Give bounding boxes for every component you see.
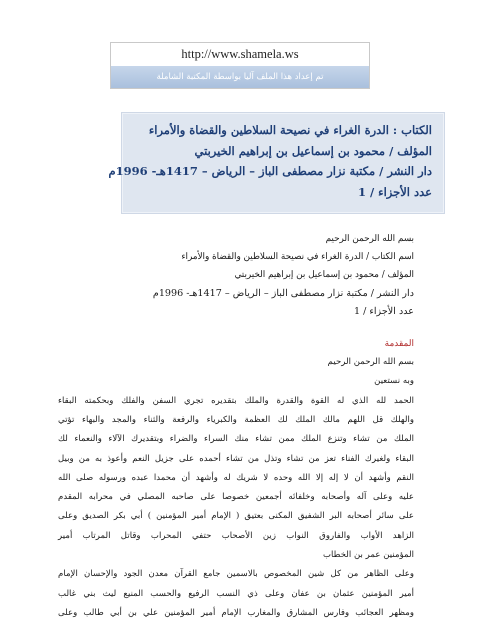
meta-parts: عدد الأجزاء / 1 [353, 305, 414, 317]
intro-paragraph-line: أمير المؤمنين عثمان بن عفان وعلى ذي النسب الرفيع والحسب المنيع ليث بني غالب [58, 588, 414, 599]
meta-basmala: بسم الله الرحمن الرحيم [325, 234, 414, 244]
intro-wabihi: وبه نستعين [374, 376, 414, 387]
intro-paragraph-line: الحمد لله الذي له القوة والقدرة والملك بتقديره تجري السفن والفلك وبحكمته البقاء [58, 395, 414, 406]
meta-author: المؤلف / محمود بن إسماعيل بن إبراهيم الخيربتي [234, 270, 414, 281]
info-parts: عدد الأجزاء / 1 [357, 184, 432, 199]
info-publisher: دار النشر / مكتبة نزار مصطفى الباز – الرياض – 1417هـ- 1996م [108, 164, 432, 178]
intro-paragraph-line: المؤمنين عمر بن الخطاب [322, 549, 414, 560]
intro-basmala: بسم الله الرحمن الرحيم [327, 357, 414, 368]
intro-paragraph-line: على سائر أصحابه البر الشفيق المكنى بعتيق ( الإمام أمير المؤمنين ) أبي بكر الصديق وعلى [58, 511, 414, 522]
intro-paragraph-line: البقاء ولغيرك الفناء تعز من تشاء وتذل من تشاء أحمده على جزيل النعم وأعوذ به من وبيل [58, 453, 414, 464]
intro-paragraph-line: الزاهد الأواب والفاروق النواب زين الأصحاب حتفي المحراب وقاتل المرتاب أمير [58, 530, 414, 541]
book-info-panel [108, 112, 445, 214]
header-generated-notice: تم إعداد هذا الملف آليا بواسطة المكتبة الشاملة [111, 66, 369, 88]
meta-book-name: اسم الكتاب / الدرة الغراء في نصيحة السلاطين والقضاة والأمراء [181, 252, 414, 263]
intro-paragraph-line: والهلك قل اللهم مالك الملك لك العظمة والكبرياء والرفعة والثناء والمجد والبهاء تؤتي [58, 414, 414, 425]
section-title-introduction: المقدمة [384, 339, 414, 350]
intro-paragraph-line: وعلى الظاهر من كل شين المخصوص بالاسمين جامع القرآن معدن الجود والإحسان الإمام [58, 569, 414, 580]
document-body [58, 230, 414, 623]
intro-paragraph-line: ومظهر العجائب وفارس المشارق والمغارب الإمام أمير المؤمنين علي بن أبي طالب وعلى [58, 607, 414, 618]
header-url-link[interactable]: http://www.shamela.ws [181, 47, 299, 61]
meta-publisher: دار النشر / مكتبة نزار مصطفى الباز – الرياض – 1417هـ- 1996م [152, 287, 414, 299]
intro-paragraph-line: الملك من تشاء وتنزع الملك ممن تشاء منك السراء والضراء وبتقديرك الآلاء والنعماء لك [58, 434, 414, 445]
intro-paragraph-line: النقم وأشهد أن لا إله إلا الله وحده لا شريك له وأشهد أن محمدا عبده ورسوله صلى الله [58, 472, 414, 483]
shamela-header [110, 42, 370, 89]
info-book-title: الكتاب : الدرة الغراء في نصيحة السلاطين والقضاة والأمراء [148, 123, 432, 137]
info-author: المؤلف / محمود بن إسماعيل بن إبراهيم الخيربتي [194, 143, 432, 158]
intro-paragraph-line: عليه وعلى آله وأصحابه وخلفائه أجمعين خصوصا على صاحبه المصلي في محرابه المقدم [58, 492, 414, 503]
